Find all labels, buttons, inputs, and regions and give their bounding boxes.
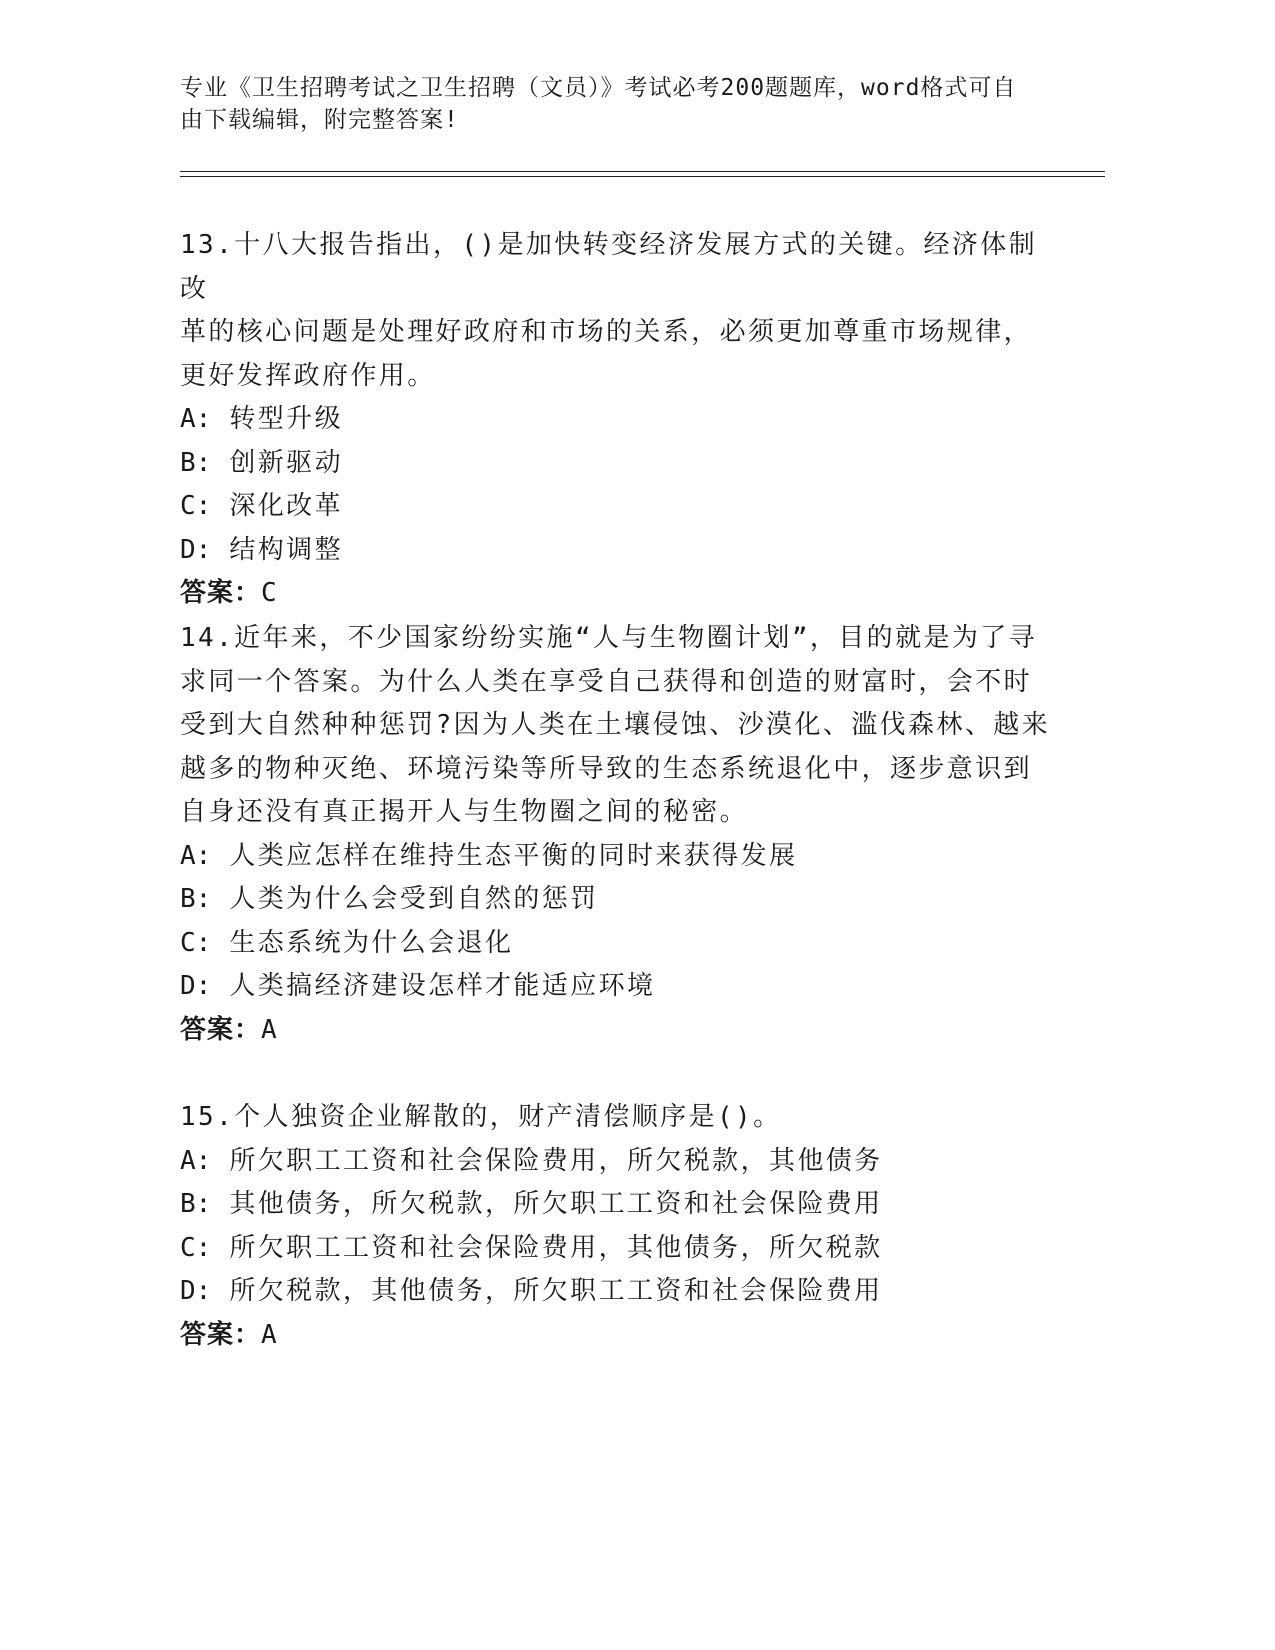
answer-label: 答案：	[180, 1014, 262, 1045]
header-divider-top	[180, 171, 1105, 172]
option-letter: A:	[180, 840, 212, 871]
option-text: 结构调整	[229, 534, 343, 565]
option-d	[180, 1270, 1060, 1314]
answer-line	[180, 572, 1060, 616]
answer-value: A	[261, 1014, 278, 1045]
question-line: 15.个人独资企业解散的，财产清偿顺序是()。	[180, 1102, 782, 1132]
header-line-2: 由下载编辑，附完整答案!	[180, 107, 459, 133]
question-line: 自身还没有真正揭开人与生物圈之间的秘密。	[180, 797, 749, 827]
option-text: 生态系统为什么会退化	[229, 927, 514, 958]
option-text: 创新驱动	[229, 447, 343, 478]
answer-label: 答案：	[180, 1319, 262, 1350]
question-14	[180, 617, 1060, 1052]
option-letter: B:	[180, 884, 212, 914]
question-line: 革的核心问题是处理好政府和市场的关系，必须更加尊重市场规律，	[180, 317, 1033, 347]
option-text: 人类为什么会受到自然的惩罚	[229, 884, 599, 914]
header-divider-bottom	[180, 176, 1105, 177]
option-c	[180, 922, 1060, 966]
option-a	[180, 398, 1060, 442]
answer-label: 答案：	[180, 578, 262, 608]
option-text: 人类应怎样在维持生态平衡的同时来获得发展	[229, 840, 798, 871]
option-d	[180, 529, 1060, 573]
question-line: 14.近年来，不少国家纷纷实施“人与生物圈计划”，目的就是为了寻	[180, 623, 1038, 653]
answer-value: A	[261, 1319, 278, 1350]
option-text: 所欠职工工资和社会保险费用，其他债务，所欠税款	[229, 1232, 883, 1263]
question-13	[180, 224, 1060, 616]
option-text: 转型升级	[229, 404, 343, 434]
option-a	[180, 835, 1060, 879]
question-line: 越多的物种灭绝、环境污染等所导致的生态系统退化中，逐步意识到	[180, 753, 1033, 784]
question-15	[180, 1096, 1060, 1357]
option-letter: B:	[180, 447, 212, 478]
option-a	[180, 1140, 1060, 1184]
option-letter: C:	[180, 491, 212, 521]
answer-value: C	[261, 578, 278, 608]
option-letter: C:	[180, 927, 212, 958]
option-letter: D:	[180, 534, 212, 565]
option-text: 所欠税款，其他债务，所欠职工工资和社会保险费用	[229, 1276, 883, 1306]
option-letter: C:	[180, 1232, 212, 1263]
option-text: 所欠职工工资和社会保险费用，所欠税款，其他债务	[229, 1145, 883, 1176]
option-c	[180, 1227, 1060, 1271]
option-b	[180, 1183, 1060, 1227]
option-letter: D:	[180, 1276, 212, 1306]
option-d	[180, 965, 1060, 1009]
option-letter: D:	[180, 971, 212, 1001]
option-letter: A:	[180, 1145, 212, 1176]
question-line: 13.十八大报告指出，()是加快转变经济发展方式的关键。经济体制改	[180, 230, 1038, 304]
answer-line	[180, 1009, 1060, 1053]
option-b	[180, 878, 1060, 922]
option-letter: B:	[180, 1189, 212, 1219]
option-text: 其他债务，所欠税款，所欠职工工资和社会保险费用	[229, 1189, 883, 1219]
answer-line	[180, 1314, 1060, 1358]
document-header	[180, 72, 1060, 136]
question-line: 受到大自然种种惩罚?因为人类在土壤侵蚀、沙漠化、滥伐森林、越来	[180, 710, 1051, 740]
question-line: 更好发挥政府作用。	[180, 360, 436, 391]
option-b	[180, 442, 1060, 486]
header-line-1: 专业《卫生招聘考试之卫生招聘（文员）》考试必考200题题库，word格式可自	[180, 75, 1017, 101]
question-line: 求同一个答案。为什么人类在享受自己获得和创造的财富时，会不时	[180, 666, 1033, 697]
option-text: 深化改革	[229, 491, 343, 521]
option-c	[180, 485, 1060, 529]
option-text: 人类搞经济建设怎样才能适应环境	[229, 971, 656, 1001]
option-letter: A:	[180, 404, 212, 434]
